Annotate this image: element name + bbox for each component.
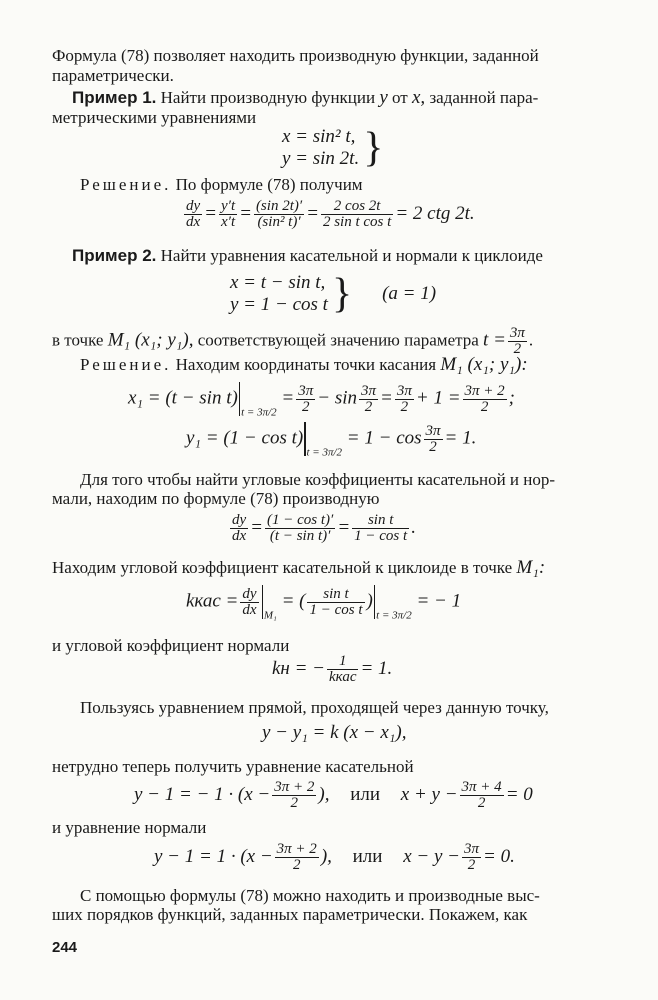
numerator: 3π bbox=[425, 422, 441, 439]
equation-line: y − y₁ = k (x − x₁), bbox=[262, 722, 407, 743]
equation-lhs: kкас = bbox=[186, 590, 239, 612]
numerator: dy bbox=[186, 198, 201, 214]
denominator: dx bbox=[242, 601, 257, 618]
numerator: (sin 2t)′ bbox=[255, 198, 303, 214]
text-line: ших порядков функций, заданных параметрически. Покажем, как bbox=[52, 905, 528, 924]
right-brace: } bbox=[331, 271, 353, 317]
point-m1: M₁ (x₁; y₁), bbox=[107, 329, 194, 351]
point-line: в точке M₁ (x₁; y₁), соответствующей значению параметра t = $\frac{3\pi}{2}$ . bbox=[52, 325, 534, 357]
numerator: 2 cos 2t bbox=[321, 199, 393, 215]
system-2-y: y = 1 − cos t bbox=[230, 294, 328, 315]
denominator: dx bbox=[232, 528, 247, 544]
text-line: нетрудно теперь получить уравнение касательной bbox=[52, 757, 414, 776]
system-1-x: x = sin² t, bbox=[282, 126, 356, 147]
equation-lhs: y − 1 = − 1 · (x − bbox=[134, 783, 271, 805]
equation-rhs: = 0. bbox=[483, 845, 515, 867]
evaluation-bar bbox=[374, 585, 375, 619]
equation-dydx-1: $\frac{dy}{dx}$ = $\frac{y't}{x't}$ = $\frac{(\sin 2t)'}{\text{(sin² t)′}}$ = $\frac{2 \cos 2t}{\text{2 sin t cos t}}$ = 2 ctg 2t. bbox=[186, 198, 475, 230]
equation-x1: $x_1 = (t - \sin t)_{t = 3\pi/2}$ = $\frac{3\pi}{2}$ − sin $\frac{3\pi}{2}$ = $\frac{3\pi}{2}$ + 1 = $\frac{3\pi + 2}{2}$ ; bbox=[128, 382, 515, 419]
text-line: метрическими уравнениями bbox=[52, 108, 257, 127]
numerator: (1 − cos t)′ bbox=[267, 512, 334, 528]
numerator: sin t bbox=[307, 587, 364, 603]
solution-1-line bbox=[80, 175, 363, 195]
denominator: 2 bbox=[480, 398, 489, 415]
denominator: 2 bbox=[290, 795, 299, 811]
system-1-y: y = sin 2t. bbox=[282, 148, 360, 169]
text-fragment: Найти уравнения касательной и нормали к циклоиде bbox=[160, 246, 543, 265]
denominator: 2 bbox=[292, 857, 301, 873]
numerator: 3π + 4 bbox=[461, 779, 502, 795]
numerator: 3π bbox=[298, 382, 314, 399]
equation-lhs: kн = − bbox=[272, 657, 326, 679]
equation-term: = 1 − cos bbox=[346, 427, 422, 449]
evaluation-subscript: M₁ bbox=[263, 609, 277, 622]
tangent-slope-line bbox=[52, 558, 545, 578]
equation-k-tangent: kкас = $\frac{dy}{dx}$ $_{M_1}$ = ( $\frac{\text{sin t}}{\text{1 − cos t}}$ )$_{t = 3\pi/2}$ = − 1 bbox=[186, 585, 462, 622]
text-line: параметрически. bbox=[52, 66, 174, 85]
text-fragment: Находим угловой коэффициент касательной к циклоиде в точке bbox=[52, 558, 513, 577]
solution-2-label: Решение. bbox=[80, 355, 172, 374]
equation-term: − sin bbox=[317, 387, 358, 409]
equation-k-normal bbox=[272, 654, 392, 685]
equation-dydx-2: $\frac{dy}{dx}$ = $\frac{\text{(1 − cos t)′}}{\text{(t − sin t)′}}$ = $\frac{\text{sin t}}{\text{1 − cos t}}$ . bbox=[232, 512, 416, 544]
numerator: sin t bbox=[352, 513, 409, 529]
numerator: 1 bbox=[327, 654, 358, 670]
denominator: 2 bbox=[400, 398, 409, 415]
numerator: y′t bbox=[221, 198, 236, 214]
evaluation-bar bbox=[239, 382, 240, 416]
denominator: 2 bbox=[364, 398, 373, 415]
text-line: и угловой коэффициент нормали bbox=[52, 636, 290, 655]
denominator: kкас bbox=[329, 669, 357, 685]
text-fragment: По формуле (78) получим bbox=[175, 175, 363, 194]
math-t: t = bbox=[483, 329, 506, 351]
evaluation-subscript: t = 3π/2 bbox=[241, 406, 277, 419]
denominator: 1 − cos t bbox=[354, 528, 408, 544]
numerator: dy bbox=[242, 585, 257, 602]
point-m1: M₁ (x₁; y₁): bbox=[440, 354, 528, 375]
denominator: dx bbox=[186, 214, 201, 230]
denominator: 2 bbox=[467, 857, 476, 873]
equation-rhs: = 2 ctg 2t. bbox=[395, 202, 475, 224]
equation-lhs: y − 1 = 1 · (x − bbox=[154, 845, 273, 867]
denominator: 2 sin t cos t bbox=[322, 214, 392, 230]
math-y: y bbox=[379, 87, 388, 108]
denominator: (t − sin t)′ bbox=[269, 528, 331, 544]
numerator: 3π bbox=[396, 382, 412, 399]
numerator: 3π + 2 bbox=[274, 779, 315, 795]
equation-lhs: x − y − bbox=[403, 845, 460, 867]
example-1-label: Пример 1. bbox=[72, 88, 157, 107]
evaluation-bar bbox=[304, 422, 305, 456]
text-fragment: от bbox=[392, 88, 408, 107]
text-fragment: соответствующей значению параметра bbox=[197, 330, 479, 350]
denominator: (sin² t)′ bbox=[257, 214, 301, 230]
right-brace: } bbox=[363, 125, 384, 171]
equation-term: ), bbox=[318, 783, 330, 805]
equation-rhs: = 1. bbox=[444, 427, 477, 449]
equation-y1 bbox=[186, 422, 476, 458]
numerator: 3π bbox=[361, 382, 377, 399]
text-line: Пользуясь уравнением прямой, проходящей через данную точку, bbox=[80, 698, 549, 717]
text-fragment: заданной пара- bbox=[429, 88, 539, 107]
equation-rhs: = 0 bbox=[505, 783, 533, 805]
text-fragment: Находим координаты точки касания bbox=[175, 355, 437, 374]
denominator: 2 bbox=[513, 341, 522, 357]
text-line: мали, находим по формуле (78) производную bbox=[52, 489, 380, 508]
equation-lhs: x + y − bbox=[400, 783, 458, 805]
example-2-label: Пример 2. bbox=[72, 246, 157, 265]
text-fragment: Найти производную функции bbox=[160, 88, 376, 107]
text-line: Для того чтобы найти угловые коэффициенты касательной и нор- bbox=[80, 470, 556, 489]
equation-term: ), bbox=[320, 845, 332, 867]
text-fragment: в точке bbox=[52, 330, 104, 350]
equation-tangent bbox=[134, 780, 533, 811]
system-1 bbox=[282, 126, 383, 170]
denominator: 2 bbox=[302, 398, 310, 415]
text-line: Формула (78) позволяет находить производную функции, заданной bbox=[52, 46, 539, 65]
denominator: 1 − cos t bbox=[309, 601, 363, 618]
numerator: 3π + 2 bbox=[464, 382, 505, 399]
system-2 bbox=[230, 272, 436, 316]
evaluation-subscript: t = 3π/2 bbox=[376, 609, 412, 622]
parameter-a: (a = 1) bbox=[382, 283, 437, 304]
text-line: и уравнение нормали bbox=[52, 818, 207, 837]
equation-rhs: = − 1 bbox=[416, 590, 462, 612]
or-word: или bbox=[350, 783, 381, 805]
equation-term: + 1 = bbox=[415, 387, 461, 409]
numerator: 3π bbox=[463, 841, 479, 857]
denominator: 2 bbox=[477, 795, 486, 811]
equation-normal bbox=[154, 842, 515, 873]
page-number: 244 bbox=[52, 939, 78, 956]
text-line: С помощью формулы (78) можно находить и производные выс- bbox=[80, 886, 540, 905]
example-2-line bbox=[72, 246, 543, 266]
point-m1: M₁: bbox=[516, 557, 546, 578]
denominator: x′t bbox=[221, 214, 236, 230]
math-x: x, bbox=[412, 87, 426, 108]
numerator: 3π + 2 bbox=[276, 841, 317, 857]
evaluation-subscript: t = 3π/2 bbox=[306, 446, 343, 459]
denominator: 2 bbox=[429, 438, 437, 455]
equation-lhs: x₁ = (t − sin t) bbox=[128, 387, 238, 409]
numerator: dy bbox=[232, 512, 247, 528]
numerator: 3π bbox=[509, 325, 525, 341]
system-2-x: x = t − sin t, bbox=[230, 272, 326, 293]
example-1-line bbox=[72, 88, 538, 108]
equation-rhs: = 1. bbox=[360, 657, 393, 679]
solution-1-label: Решение. bbox=[80, 175, 172, 194]
or-word: или bbox=[352, 845, 383, 867]
evaluation-bar bbox=[262, 585, 263, 619]
solution-2-line bbox=[80, 355, 528, 375]
equation-lhs: y₁ = (1 − cos t) bbox=[186, 427, 304, 449]
